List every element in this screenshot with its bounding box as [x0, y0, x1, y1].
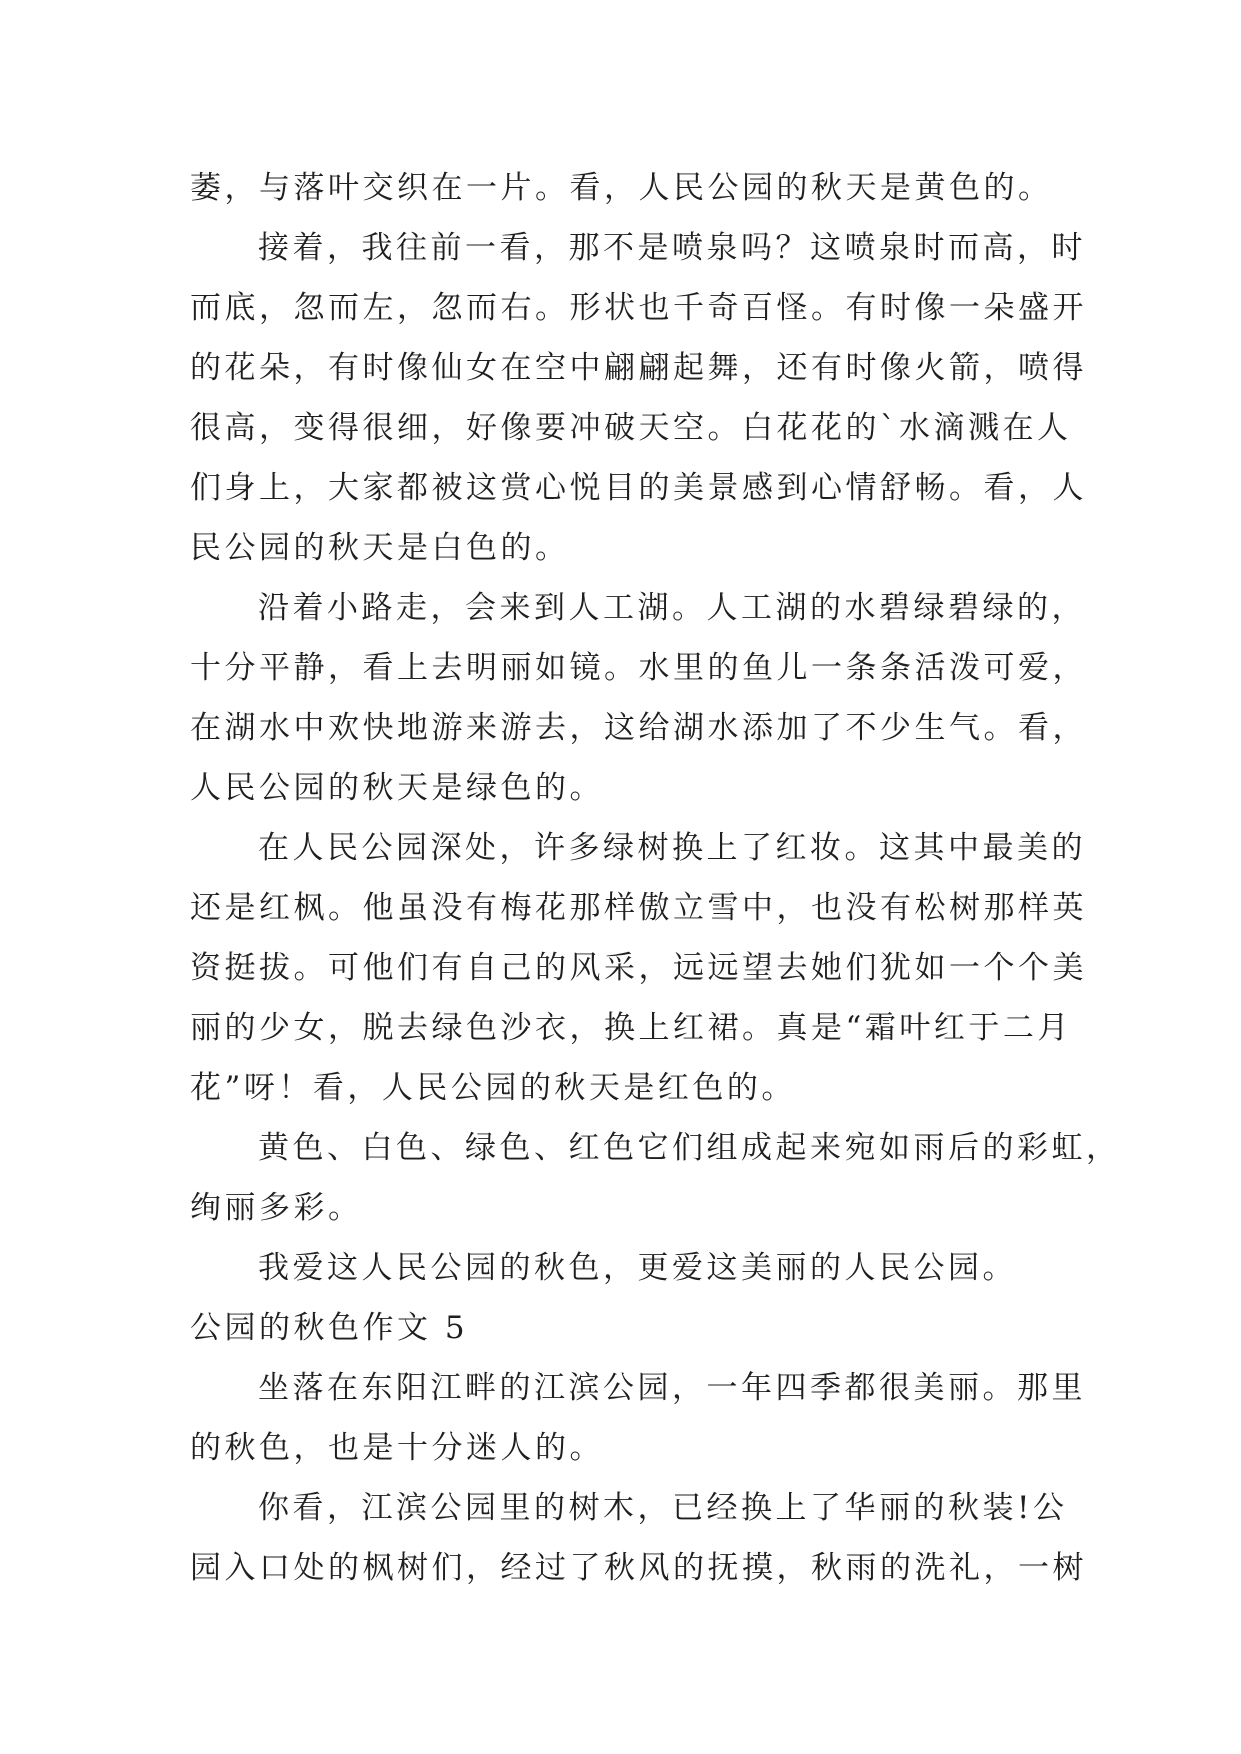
text-line: 还是红枫。他虽没有梅花那样傲立雪中，也没有松树那样英 [190, 890, 1087, 926]
text-line: 在湖水中欢快地游来游去，这给湖水添加了不少生气。看， [190, 710, 1087, 746]
text-line: 萎，与落叶交织在一片。看，人民公园的秋天是黄色的。 [190, 170, 1053, 206]
document-body [190, 158, 1121, 1598]
text-line: 沿着小路走，会来到人工湖。人工湖的水碧绿碧绿的， [258, 590, 1086, 626]
text-line: 园入口处的枫树们，经过了秋风的抚摸，秋雨的洗礼，一树 [190, 1550, 1087, 1586]
text-line: 我爱这人民公园的秋色，更爱这美丽的人民公园。 [258, 1250, 1017, 1286]
text-line: 坐落在东阳江畔的江滨公园，一年四季都很美丽。那里 [258, 1370, 1086, 1406]
text-line: 花”呀！看，人民公园的秋天是红色的。 [190, 1070, 796, 1106]
text-line: 绚丽多彩。 [190, 1190, 363, 1226]
text-line: 人民公园的秋天是绿色的。 [190, 770, 604, 806]
text-line: 黄色、白色、绿色、红色它们组成起来宛如雨后的彩虹， [258, 1130, 1121, 1166]
text-line: 在人民公园深处，许多绿树换上了红妆。这其中最美的 [258, 830, 1086, 866]
text-line: 的秋色，也是十分迷人的。 [190, 1430, 604, 1466]
text-line: 民公园的秋天是白色的。 [190, 530, 570, 566]
text-line: 你看，江滨公园里的树木，已经换上了华丽的秋装!公 [258, 1490, 1068, 1526]
text-line: 们身上，大家都被这赏心悦目的美景感到心情舒畅。看，人 [190, 470, 1087, 506]
text-line: 十分平静，看上去明丽如镜。水里的鱼儿一条条活泼可爱， [190, 650, 1087, 686]
text-line: 公园的秋色作文 5 [190, 1310, 469, 1346]
text-line: 的花朵，有时像仙女在空中翩翩起舞，还有时像火箭，喷得 [190, 350, 1087, 386]
text-line: 很高，变得很细，好像要冲破天空。白花花的`水滴溅在人 [190, 410, 1072, 446]
text-line: 丽的少女，脱去绿色沙衣，换上红裙。真是“霜叶红于二月 [190, 1010, 1072, 1046]
text-line: 而底，忽而左，忽而右。形状也千奇百怪。有时像一朵盛开 [190, 290, 1087, 326]
text-line: 接着，我往前一看，那不是喷泉吗？这喷泉时而高，时 [258, 230, 1086, 266]
text-line: 资挺拔。可他们有自己的风采，远远望去她们犹如一个个美 [190, 950, 1087, 986]
